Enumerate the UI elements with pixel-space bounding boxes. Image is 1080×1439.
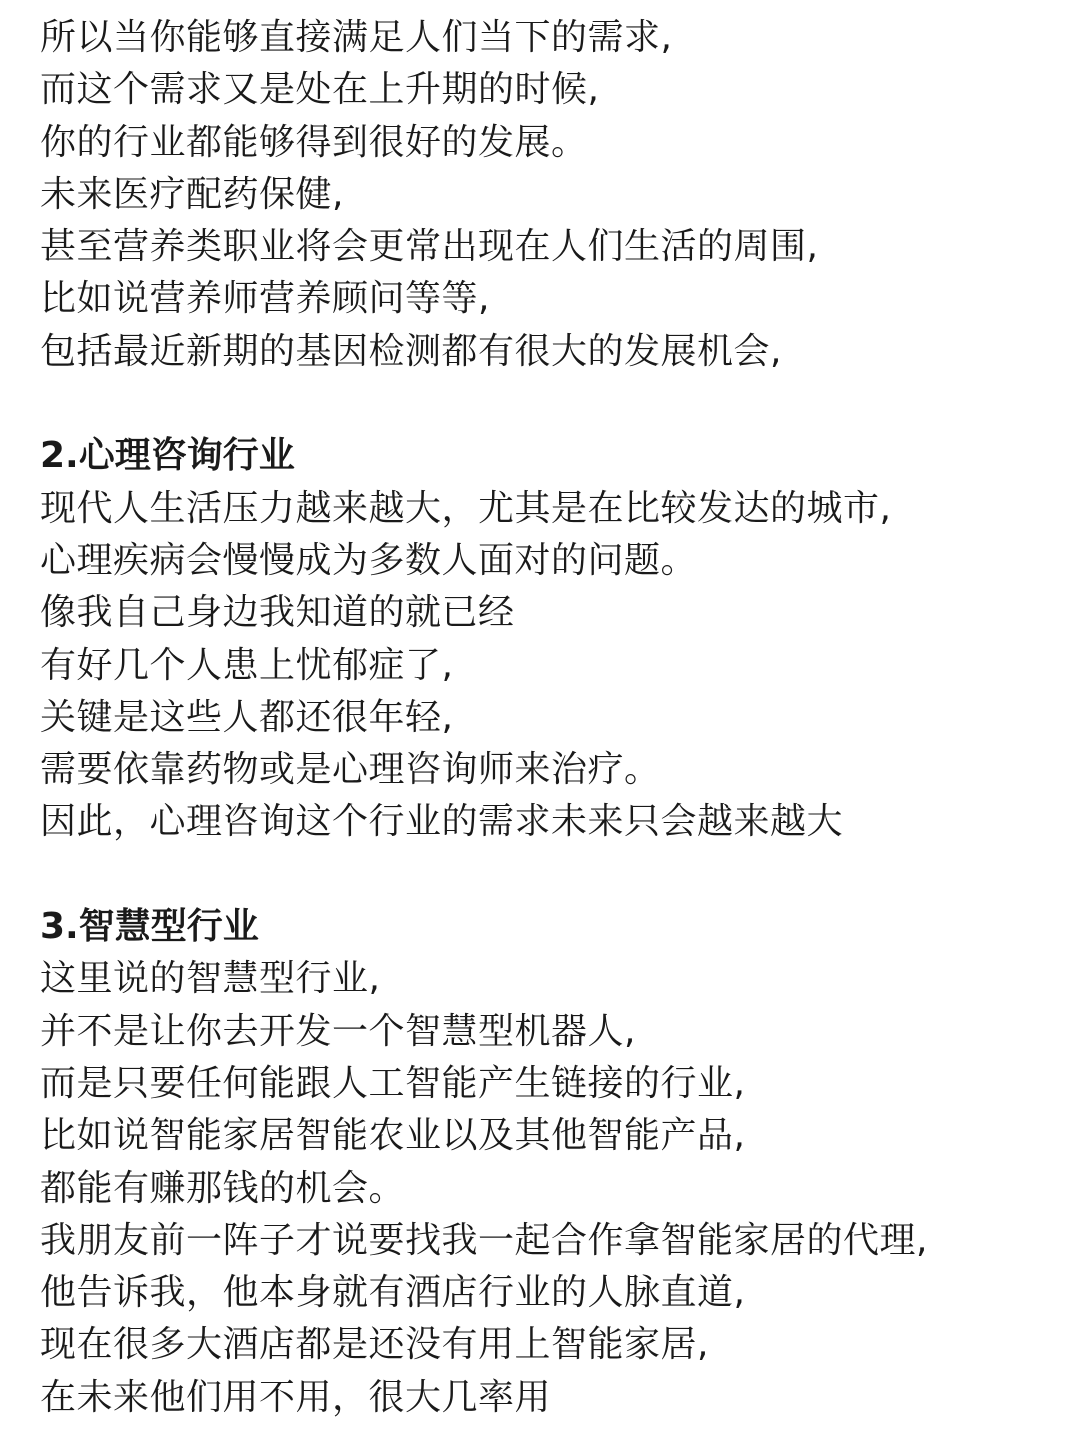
text-line: 这里说的智慧型行业,: [40, 958, 381, 1000]
text-line: 需要依靠药物或是心理咨询师来治疗。: [40, 749, 661, 791]
text-line: 关键是这些人都还很年轻,: [40, 696, 454, 738]
section-heading: 3.智慧型行业: [40, 906, 259, 948]
text-line: 他告诉我，他本身就有酒店行业的人脉直道,: [40, 1272, 746, 1314]
text-line: 心理疾病会慢慢成为多数人面对的问题。: [40, 539, 698, 581]
text-line: 在未来他们用不用，很大几率用: [40, 1376, 552, 1418]
paragraph-gap: [40, 378, 1070, 430]
section-heading: 2.心理咨询行业: [40, 435, 295, 477]
text-line: 而这个需求又是处在上升期的时候,: [40, 69, 600, 111]
text-line: 所以当你能够直接满足人们当下的需求,: [40, 17, 673, 58]
text-line: 我朋友前一阵子才说要找我一起合作拿智能家居的代理,: [40, 1219, 928, 1261]
text-line: 现在很多大酒店都是还没有用上智能家居,: [40, 1324, 709, 1366]
text-line: 都能有赚那钱的机会。: [40, 1167, 406, 1209]
text-line: 并不是让你去开发一个智慧型机器人,: [40, 1010, 636, 1052]
text-line: 现代人生活压力越来越大，尤其是在比较发达的城市,: [40, 487, 892, 529]
text-line: 比如说营养师营养顾问等等,: [40, 278, 490, 320]
text-line: 而是只要任何能跟人工智能产生链接的行业,: [40, 1062, 746, 1104]
text-line: 因此，心理咨询这个行业的需求未来只会越来越大: [40, 801, 844, 843]
section-smart-industry: [40, 901, 1070, 1424]
text-line: 甚至营养类职业将会更常出现在人们生活的周围,: [40, 226, 819, 268]
section-psychology: [40, 430, 1070, 848]
text-line: 比如说智能家居智能农业以及其他智能产品,: [40, 1115, 746, 1157]
text-line: 未来医疗配药保健,: [40, 173, 344, 215]
article-body: [40, 12, 1070, 1424]
text-line: 你的行业都能够得到很好的发展。: [40, 121, 588, 163]
intro-paragraph: [40, 12, 1070, 378]
paragraph-gap: [40, 849, 1070, 901]
text-line: 有好几个人患上忧郁症了,: [40, 644, 454, 686]
text-line: 像我自己身边我知道的就已经: [40, 592, 515, 634]
text-line: 包括最近新期的基因检测都有很大的发展机会,: [40, 330, 782, 372]
